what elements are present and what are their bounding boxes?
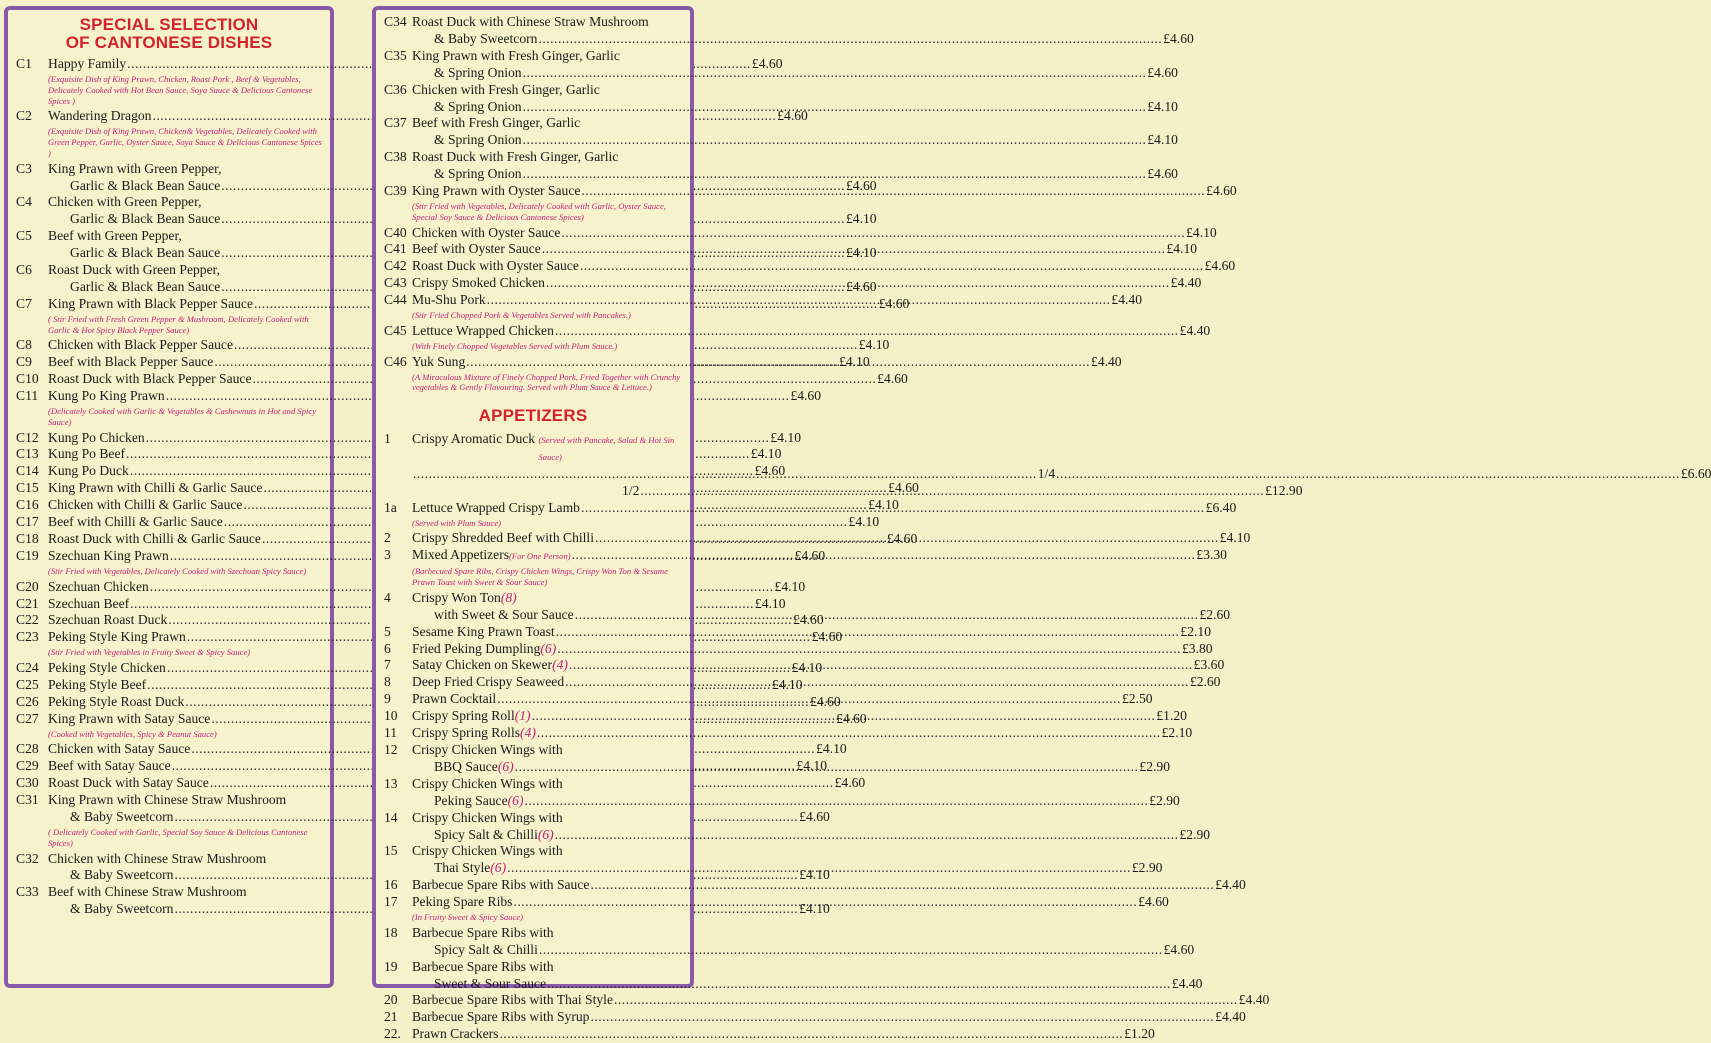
item-code: 7	[384, 657, 391, 673]
item-price: £12.90	[1265, 482, 1303, 498]
menu-item	[16, 578, 806, 596]
item-code: 8	[384, 674, 391, 690]
item-price: £4.10	[1147, 98, 1178, 114]
item-name: Szechuan Chicken	[48, 578, 149, 594]
item-name: Beef with Oyster Sauce	[412, 241, 541, 257]
item-price: £4.10	[799, 867, 830, 883]
item-code: 3	[384, 547, 391, 563]
item-price: £4.60	[794, 547, 826, 563]
item-code: C34	[384, 14, 407, 29]
item-name: Beef with Satay Sauce	[48, 758, 171, 774]
item-price: £4.10	[816, 741, 847, 757]
item-name: Crispy Chicken Wings with	[412, 809, 563, 825]
item-price: £2.60	[1199, 606, 1231, 622]
item-code: C18	[16, 531, 39, 546]
item-code: 13	[384, 775, 398, 791]
item-name: Sesame King Prawn Toast	[412, 623, 555, 639]
item-code: C44	[384, 292, 407, 308]
item-price: £4.60	[793, 612, 824, 628]
item-code: C14	[16, 463, 39, 479]
item-code: C41	[384, 241, 407, 257]
item-name: King Prawn with Black Pepper Sauce	[48, 295, 253, 311]
item-name: Roast Duck with Chinese Straw Mushroom	[412, 14, 649, 29]
item-name-continued: Peking Sauce	[434, 792, 508, 808]
item-price: £4.10	[848, 514, 880, 530]
item-price: £4.10	[1186, 224, 1217, 240]
item-price: £4.10	[771, 676, 803, 692]
item-name: Szechuan Beef	[48, 595, 130, 611]
item-price: £4.10	[791, 660, 823, 676]
item-code: 9	[384, 691, 391, 707]
item-price: £2.50	[1121, 691, 1153, 707]
item-name: Beef with Fresh Ginger, Garlic	[412, 115, 581, 131]
item-code: C10	[16, 371, 39, 387]
item-quantity: (1)	[514, 708, 531, 724]
item-code: 14	[384, 809, 398, 825]
item-name-continued: & Spring Onion	[434, 98, 522, 114]
item-code: C6	[16, 262, 32, 278]
item-name: King Prawn with Chinese Straw Mushroom	[48, 792, 287, 808]
item-description: (Stir Fried with Vegetables in Fruity Sweet & Spicy Sauce)	[48, 647, 251, 658]
cantonese-list-continued	[384, 14, 1237, 395]
item-name: Wandering Dragon	[48, 108, 152, 124]
item-code: C22	[16, 612, 39, 628]
section-title-cantonese	[16, 16, 322, 52]
menu-item	[384, 14, 1194, 48]
item-description: (Stir Fried with Vegetables, Delicately Cooked with Szechuan Spicy Sauce)	[48, 565, 307, 576]
item-name: Crispy Spring Roll	[412, 708, 515, 724]
item-price: £4.10	[1219, 530, 1251, 546]
menu-item	[384, 149, 1178, 183]
item-code: C9	[16, 354, 32, 370]
item-price: £4.60	[888, 480, 919, 496]
item-name: Szechuan Roast Duck	[48, 612, 168, 628]
item-code: C46	[384, 353, 407, 369]
item-description: (Exquisite Dish of King Prawn, Chicken, Roast Pork , Beef & Vegetables, Delicately Cooked with Hot Bean Sauce, Soya Sauce & Delicious Cantonese Spices )	[48, 73, 313, 106]
item-name: Barbecue Spare Ribs with	[412, 958, 554, 974]
menu-item	[384, 924, 1195, 959]
item-price: £6.60	[1680, 465, 1711, 481]
item-quantity: (4)	[552, 657, 568, 673]
item-note: (For One Person)	[509, 551, 571, 562]
item-name: Crispy Chicken Wings with	[412, 741, 563, 757]
item-name: Beef with Chilli & Garlic Sauce	[48, 514, 223, 530]
item-name: Kung Po Beef	[48, 446, 126, 462]
right-column	[372, 6, 1711, 1042]
item-price: £1.20	[1124, 1026, 1155, 1042]
menu-item	[384, 958, 1203, 993]
item-price: £3.60	[1193, 657, 1225, 673]
menu-item	[384, 47, 1178, 82]
item-name: Chicken with Green Pepper,	[48, 194, 202, 210]
item-code: 4	[384, 589, 391, 605]
item-code: C31	[16, 792, 39, 808]
item-code: C8	[16, 337, 32, 353]
item-name-continued: Spicy Salt & Chilli	[434, 941, 538, 957]
item-code: C28	[16, 741, 39, 757]
item-code: C42	[384, 258, 407, 274]
item-name: King Prawn with Satay Sauce	[48, 710, 211, 726]
item-price: £4.10	[858, 337, 890, 353]
item-price: £4.60	[877, 371, 908, 387]
item-name: Barbecue Spare Ribs with	[412, 924, 554, 940]
item-name-continued: & Baby Sweetcorn	[70, 809, 174, 825]
item-price: £4.60	[834, 775, 866, 791]
item-code: C15	[16, 480, 39, 496]
item-price: £2.10	[1180, 623, 1211, 639]
item-code: C13	[16, 446, 39, 462]
item-name: Chicken with Chilli & Garlic Sauce	[48, 497, 243, 513]
item-name: Szechuan King Prawn	[48, 547, 169, 563]
item-price: £4.40	[1238, 992, 1270, 1008]
item-price: £2.90	[1149, 792, 1180, 808]
item-name: Barbecue Spare Ribs with Sauce	[412, 877, 590, 893]
item-price: £4.40	[1215, 877, 1246, 893]
item-code: 20	[384, 992, 398, 1008]
item-name: King Prawn with Green Pepper,	[48, 160, 222, 176]
item-price: £4.60	[811, 629, 843, 645]
item-quantity: (6)	[540, 640, 557, 656]
title-line-1: SPECIAL SELECTION	[79, 15, 259, 34]
item-name: Happy Family	[48, 56, 127, 71]
item-price: £4.60	[845, 177, 877, 193]
item-price: £4.10	[1147, 132, 1178, 148]
item-name: Barbecue Spare Ribs with Thai Style	[412, 992, 613, 1008]
item-price: £3.30	[1196, 547, 1227, 563]
item-name-continued: Garlic & Black Bean Sauce	[70, 177, 221, 193]
item-code: C23	[16, 629, 39, 645]
menu-item	[384, 877, 1246, 894]
item-quantity: (6)	[490, 860, 507, 876]
item-price: £4.60	[790, 388, 822, 404]
item-price: £4.10	[839, 354, 870, 370]
item-name: Roast Duck with Black Pepper Sauce	[48, 371, 252, 387]
item-code: C32	[16, 850, 39, 866]
item-name: Roast Duck with Satay Sauce	[48, 775, 209, 791]
item-code: C19	[16, 547, 39, 563]
item-name-continued: & Spring Onion	[434, 166, 522, 182]
item-name: Crispy Spring Rolls	[412, 725, 521, 741]
item-price: £4.60	[1163, 30, 1194, 46]
item-name-continued: Sweet & Sour Sauce	[434, 975, 547, 991]
item-name: Lettuce Wrapped Crispy Lamb	[412, 499, 580, 515]
item-name: Deep Fried Crispy Seaweed	[412, 674, 565, 690]
item-name: Satay Chicken on Skewer	[412, 657, 553, 673]
item-price: £2.60	[1189, 674, 1221, 690]
item-code: 17	[384, 894, 398, 910]
item-code: C37	[384, 115, 407, 131]
item-code: C36	[384, 81, 407, 97]
item-name: Beef with Green Pepper,	[48, 228, 182, 244]
item-name: Peking Spare Ribs	[412, 894, 513, 910]
item-code: C33	[16, 884, 39, 900]
item-name: Kung Po Duck	[48, 463, 129, 479]
menu-item	[384, 1009, 1246, 1026]
item-price: £2.90	[1131, 860, 1163, 876]
menu-item	[384, 241, 1198, 258]
item-price: £4.10	[750, 446, 782, 462]
item-code: C4	[16, 194, 32, 210]
item-code: 18	[384, 924, 398, 940]
item-code: 10	[384, 708, 398, 724]
item-price: £4.60	[1206, 183, 1237, 199]
item-price: £4.60	[1163, 941, 1195, 957]
item-name-continued: Garlic & Black Bean Sauce	[70, 245, 221, 261]
item-name: King Prawn with Fresh Ginger, Garlic	[412, 47, 620, 63]
item-code: C11	[16, 388, 39, 404]
item-price: £4.60	[751, 56, 783, 71]
item-name-continued: & Baby Sweetcorn	[70, 901, 174, 917]
item-code: 1	[384, 431, 391, 447]
item-price: £4.10	[868, 497, 899, 513]
item-description: (Stir Fried Chopped Pork & Vegetables Served with Pancakes.)	[412, 310, 631, 321]
item-name-continued: Garlic & Black Bean Sauce	[70, 211, 221, 227]
item-description: (In Fruity Sweet & Spicy Sauce)	[412, 912, 523, 923]
item-name-continued: & Spring Onion	[434, 64, 522, 80]
item-code: C16	[16, 497, 39, 513]
item-name-continued: BBQ Sauce	[434, 758, 498, 774]
item-description: ( Delicately Cooked with Garlic, Special Soy Sauce & Delicious Cantonese Spices)	[48, 826, 308, 848]
item-name-continued: Garlic & Black Bean Sauce	[70, 278, 221, 294]
menu-item	[384, 1026, 1155, 1043]
item-price: £4.40	[1179, 322, 1211, 338]
item-name: Peking Style King Prawn	[48, 629, 186, 645]
item-code: C29	[16, 758, 39, 774]
item-quantity: (6)	[537, 826, 554, 842]
item-description: (Served with Plum Sauce)	[412, 517, 502, 528]
item-code: C3	[16, 160, 32, 176]
item-price: £4.60	[754, 463, 786, 479]
item-code: C38	[384, 149, 407, 165]
item-price: £2.90	[1139, 758, 1171, 774]
title-line-2: OF CANTONESE DISHES	[65, 33, 273, 52]
item-name: Crispy Chicken Wings with	[412, 775, 563, 791]
item-name: Prawn Cocktail	[412, 691, 497, 707]
item-price: £4.60	[799, 809, 830, 825]
item-price: £2.10	[1161, 725, 1193, 741]
item-price: £4.10	[799, 901, 830, 917]
item-price: £4.40	[1171, 975, 1203, 991]
item-code: C2	[16, 108, 32, 124]
item-name: Roast Duck with Fresh Ginger, Garlic	[412, 149, 619, 165]
item-name: Crispy Aromatic Duck	[412, 431, 536, 447]
portion-label: 1/4	[1037, 465, 1056, 481]
item-name: King Prawn with Chilli & Garlic Sauce	[48, 480, 263, 496]
appetizers-list	[384, 431, 1711, 1043]
item-price: £4.60	[1147, 166, 1178, 182]
menu-item	[16, 463, 786, 480]
item-code: 11	[384, 725, 398, 741]
section-title-appetizers: APPETIZERS	[478, 406, 588, 426]
item-price: £4.10	[796, 758, 828, 774]
item-quantity: (8)	[500, 589, 517, 605]
item-code: C12	[16, 429, 39, 445]
item-price: £4.60	[810, 693, 841, 709]
item-description: (With Finely Chopped Vegetables Served with Plum Sauce.)	[412, 340, 618, 351]
menu-item	[384, 725, 1193, 742]
item-description: (Cooked with Vegetables, Spicy & Peanut Sauce)	[48, 728, 217, 739]
item-price: £4.60	[878, 295, 910, 311]
item-name: Roast Duck with Chilli & Garlic Sauce	[48, 531, 261, 546]
item-quantity: (6)	[497, 758, 514, 774]
item-name-continued: with Sweet & Sour Sauce	[434, 606, 574, 622]
item-code: C17	[16, 514, 39, 530]
item-code: C1	[16, 56, 32, 71]
item-note: (Served with Pancake, Salad & Hoi Sin Sauce)	[538, 435, 675, 462]
item-name: Prawn Crackers	[412, 1026, 499, 1042]
item-code: C39	[384, 183, 407, 199]
item-name-continued: & Baby Sweetcorn	[434, 30, 538, 46]
item-name: Roast Duck with Green Pepper,	[48, 262, 220, 278]
item-quantity: (4)	[520, 725, 536, 741]
item-code: C27	[16, 710, 39, 726]
item-name: Yuk Sung	[412, 353, 466, 369]
item-code: 16	[384, 877, 398, 893]
item-name-continued: Spicy Salt & Chilli	[434, 826, 538, 842]
item-price: £4.40	[1091, 353, 1122, 369]
item-description: (A Miraculous Mixture of Finely Chopped Pork, Fried Together with Crunchy vegetables & Gently Flavouring. Served with Plum Sauce & Lettuce.)	[412, 371, 681, 393]
item-code: 2	[384, 530, 391, 546]
item-name-continued: & Spring Onion	[434, 132, 522, 148]
item-name: Kung Po King Prawn	[48, 388, 165, 404]
item-description: (Barbecued Spare Ribs, Crispy Chicken Wings, Crispy Won Ton & Sesame Prawn Toast with Sweet & Sour Sauce)	[412, 566, 668, 588]
item-code: C43	[384, 275, 407, 291]
item-name: Chicken with Chinese Straw Mushroom	[48, 850, 267, 866]
item-name: Fried Peking Dumpling	[412, 640, 541, 656]
item-name: Beef with Black Pepper Sauce	[48, 354, 214, 370]
item-name: Roast Duck with Oyster Sauce	[412, 258, 579, 274]
item-code: 15	[384, 843, 398, 859]
portion-label: 1/2	[622, 482, 640, 498]
item-price: £4.60	[836, 710, 867, 726]
item-code: C40	[384, 224, 407, 240]
item-description: (Delicately Cooked with Garlic & Vegetables & Cashewnuts in Hot and Spicy Sauce)	[48, 405, 317, 427]
item-name: Mu-Shu Pork	[412, 292, 486, 308]
menu-item	[384, 258, 1236, 275]
item-price: £1.20	[1156, 708, 1187, 724]
item-name: Peking Style Beef	[48, 676, 147, 692]
item-price: £4.10	[1166, 241, 1198, 257]
menu-item	[384, 992, 1270, 1009]
item-name: Chicken with Satay Sauce	[48, 741, 191, 757]
item-price: £6.40	[1205, 499, 1237, 515]
item-name: King Prawn with Oyster Sauce	[412, 183, 581, 199]
item-description: ( Stir Fried with Fresh Green Pepper & Mushroom, Delicately Cooked with Garlic & Hot Spicy Black Pepper Sauce)	[48, 313, 309, 335]
item-price: £4.60	[845, 278, 877, 294]
item-price: £4.10	[774, 578, 806, 594]
item-price: £4.10	[770, 429, 802, 445]
item-name: Kung Po Chicken	[48, 429, 145, 445]
item-price: £4.60	[1204, 258, 1236, 274]
item-code: 21	[384, 1009, 398, 1025]
item-name: Crispy Won Ton	[412, 589, 501, 605]
item-code: 5	[384, 623, 391, 639]
item-price: £4.60	[1138, 894, 1169, 910]
item-price: £4.60	[777, 108, 808, 124]
item-name: Beef with Chinese Straw Mushroom	[48, 884, 247, 900]
item-price: £4.60	[1147, 64, 1178, 80]
item-code: C45	[384, 322, 407, 338]
item-description: (Exquisite Dish of King Prawn, Chicken& Vegetables, Delicately Cooked with Green Pepper, Garlic, Oyster Sauce, Soya Sauce & Delicious Cantonese Spices )	[48, 126, 322, 158]
item-code: C30	[16, 775, 39, 791]
item-name: Chicken with Oyster Sauce	[412, 224, 561, 240]
item-name: Crispy Shredded Beef with Chilli	[412, 530, 594, 546]
item-code: C5	[16, 228, 32, 244]
item-code: C35	[384, 47, 407, 63]
item-code: 19	[384, 958, 398, 974]
item-name: Crispy Smoked Chicken	[412, 275, 545, 291]
item-code: C24	[16, 660, 39, 676]
item-code: C26	[16, 693, 39, 709]
item-description: (Stir Fried with Vegetables, Delicately Cooked with Garlic, Oyster Sauce, Special Soy Sauce & Delicious Cantonese Spices)	[412, 200, 666, 222]
item-code: C7	[16, 295, 32, 311]
item-code: C25	[16, 676, 39, 692]
item-price: £4.40	[1215, 1009, 1246, 1025]
item-price: £4.40	[1111, 292, 1142, 308]
item-code: 1a	[384, 499, 397, 515]
item-code: C21	[16, 595, 39, 611]
item-price: £2.90	[1179, 826, 1211, 842]
item-price: £4.10	[754, 595, 786, 611]
item-price: £4.40	[1170, 275, 1202, 291]
item-code: 22.	[384, 1026, 401, 1042]
item-name-continued: Thai Style	[434, 860, 491, 876]
menu-item	[384, 224, 1217, 242]
item-name: Lettuce Wrapped Chicken	[412, 322, 554, 338]
item-price: £4.10	[845, 211, 877, 227]
menu-item	[384, 640, 1213, 658]
item-code: 12	[384, 741, 398, 757]
item-name: Barbecue Spare Ribs with Syrup	[412, 1009, 590, 1025]
item-name: Crispy Chicken Wings with	[412, 843, 563, 859]
item-price: £3.80	[1182, 640, 1213, 656]
item-name: Mixed Appetizers	[412, 547, 510, 563]
item-price: £4.60	[886, 531, 918, 546]
item-code: 6	[384, 640, 391, 656]
item-name: Chicken with Black Pepper Sauce	[48, 337, 233, 353]
item-name: Peking Style Roast Duck	[48, 693, 185, 709]
item-name: Chicken with Fresh Ginger, Garlic	[412, 81, 600, 97]
item-name-continued: & Baby Sweetcorn	[70, 867, 174, 883]
item-price: £4.10	[845, 245, 877, 261]
item-name: Peking Style Chicken	[48, 660, 166, 676]
item-code: C20	[16, 578, 39, 594]
item-quantity: (6)	[507, 792, 524, 808]
